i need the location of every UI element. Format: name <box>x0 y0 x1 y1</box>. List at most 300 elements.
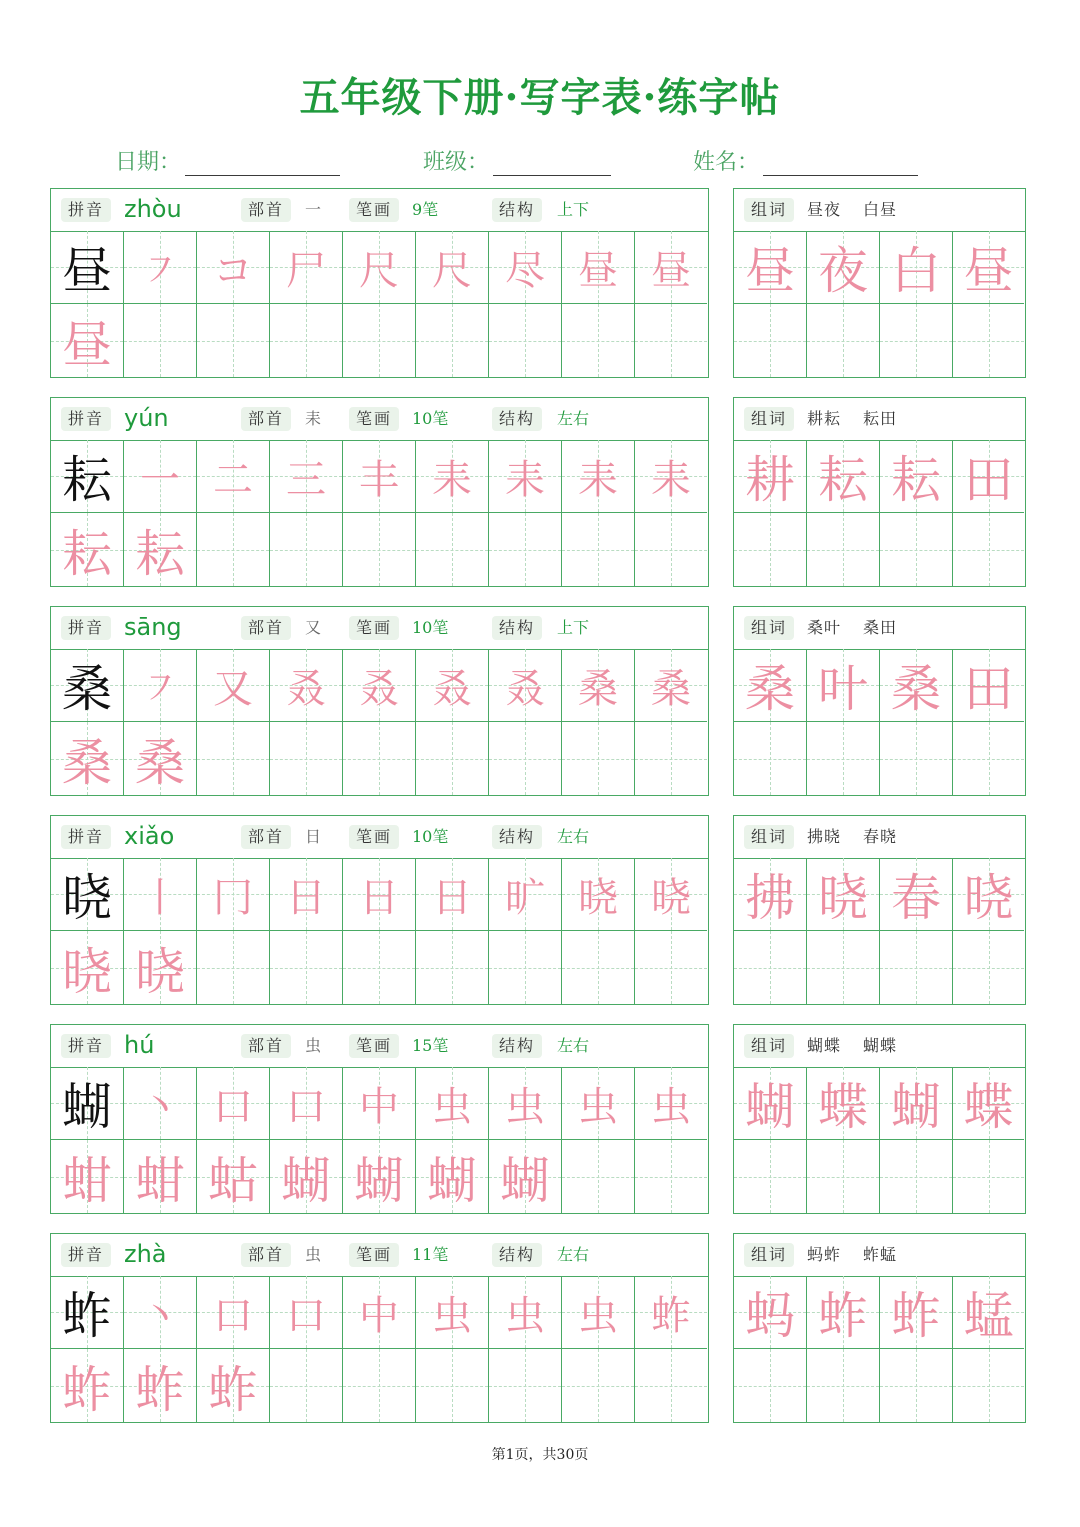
word-cell[interactable] <box>880 440 953 513</box>
strokes-value: 15笔 <box>412 1036 449 1055</box>
stroke-step: 丨 <box>140 874 180 921</box>
model-char: 蝴 <box>62 1078 112 1136</box>
practice-cell[interactable] <box>51 1067 124 1140</box>
practice-cell[interactable] <box>562 722 635 795</box>
stroke-step: 日 <box>432 874 472 921</box>
practice-cell[interactable] <box>562 1067 635 1140</box>
practice-cell[interactable] <box>489 231 562 304</box>
practice-cell[interactable] <box>270 649 343 722</box>
practice-cell[interactable] <box>416 304 489 377</box>
practice-cell[interactable] <box>197 440 270 513</box>
practice-cell[interactable] <box>197 649 270 722</box>
radical-value: 又 <box>305 618 322 637</box>
practice-cell[interactable] <box>562 1140 635 1213</box>
word-trace-char: 蝶 <box>818 1078 868 1136</box>
strokes-value: 9笔 <box>412 200 439 219</box>
stroke-step: 虫 <box>505 1083 545 1130</box>
word-cell[interactable] <box>807 858 880 931</box>
practice-cell[interactable] <box>124 931 197 1004</box>
practice-cell[interactable] <box>416 931 489 1004</box>
stroke-step: 虫 <box>505 1292 545 1339</box>
stroke-step: 虫 <box>651 1083 691 1130</box>
practice-cell[interactable] <box>635 722 707 795</box>
structure-label: 结构 <box>492 407 542 431</box>
stroke-step: 桑 <box>651 665 691 712</box>
structure-label: 结构 <box>492 825 542 849</box>
practice-cell[interactable] <box>51 1276 124 1349</box>
word-trace-char: 春 <box>891 869 941 927</box>
word-grid <box>734 440 1025 586</box>
practice-cell[interactable] <box>270 1276 343 1349</box>
practice-cell[interactable] <box>343 1140 416 1213</box>
word-cell[interactable] <box>734 1067 807 1140</box>
trace-char: 蝴 <box>354 1151 404 1210</box>
stroke-step: 口 <box>213 1292 253 1339</box>
word-trace-char: 蜢 <box>963 1287 1014 1345</box>
word-trace-char: 昼 <box>745 242 795 300</box>
practice-cell[interactable] <box>416 1276 489 1349</box>
word-cell[interactable] <box>880 513 953 586</box>
practice-cell[interactable] <box>51 722 124 795</box>
practice-cell[interactable] <box>270 231 343 304</box>
practice-cell[interactable] <box>635 1067 707 1140</box>
practice-cell[interactable] <box>489 304 562 377</box>
practice-cell[interactable] <box>562 304 635 377</box>
char-practice-box <box>50 1024 709 1214</box>
stroke-step: 叒 <box>432 665 472 712</box>
pinyin-label: 拼音 <box>61 198 111 222</box>
word-cell[interactable] <box>880 722 953 795</box>
practice-cell[interactable] <box>489 858 562 931</box>
practice-cell[interactable] <box>124 1276 197 1349</box>
word-cell[interactable] <box>953 231 1024 304</box>
practice-cell[interactable] <box>343 440 416 513</box>
word-cell[interactable] <box>807 1140 880 1213</box>
words-label: 组词 <box>744 616 794 640</box>
page-footer: 第1页，共30页 <box>491 1447 589 1463</box>
word-2: 春晓 <box>863 827 898 846</box>
practice-cell[interactable] <box>562 440 635 513</box>
strokes-label: 笔画 <box>349 616 399 640</box>
stroke-step: 中 <box>359 1292 399 1339</box>
trace-char: 蚶 <box>135 1151 185 1210</box>
model-char: 昼 <box>62 242 112 300</box>
practice-cell[interactable] <box>124 649 197 722</box>
practice-cell[interactable] <box>489 1349 562 1422</box>
word-practice-box <box>733 1024 1026 1214</box>
word-cell[interactable] <box>953 858 1024 931</box>
trace-char: 昼 <box>62 315 112 374</box>
name-field <box>693 145 918 181</box>
practice-cell[interactable] <box>51 304 124 377</box>
char-header <box>51 607 708 650</box>
practice-cell[interactable] <box>197 231 270 304</box>
practice-cell[interactable] <box>197 858 270 931</box>
practice-cell[interactable] <box>343 513 416 586</box>
strokes-label: 笔画 <box>349 198 399 222</box>
stroke-step: 晓 <box>651 874 691 921</box>
word-trace-char: 耘 <box>818 451 868 509</box>
trace-char: 蝴 <box>281 1151 331 1210</box>
practice-cell[interactable] <box>562 513 635 586</box>
stroke-step: 日 <box>286 874 326 921</box>
radical-value: 虫 <box>305 1245 322 1264</box>
pinyin-label: 拼音 <box>61 825 111 849</box>
practice-cell[interactable] <box>343 1067 416 1140</box>
char-practice-box <box>50 1233 709 1423</box>
word-trace-char: 田 <box>963 451 1014 509</box>
word-cell[interactable] <box>880 649 953 722</box>
practice-cell[interactable] <box>124 231 197 304</box>
word-trace-char: 叶 <box>818 660 868 718</box>
word-cell[interactable] <box>880 931 953 1004</box>
word-2: 桑田 <box>863 618 898 637</box>
char-header <box>51 816 708 859</box>
practice-cell[interactable] <box>416 1067 489 1140</box>
structure-value: 左右 <box>557 1036 590 1055</box>
practice-cell[interactable] <box>416 440 489 513</box>
word-2: 耘田 <box>863 409 898 428</box>
practice-cell[interactable] <box>562 931 635 1004</box>
practice-cell[interactable] <box>489 722 562 795</box>
word-cell[interactable] <box>734 1276 807 1349</box>
stroke-step: 耒 <box>651 456 691 503</box>
trace-char: 蝴 <box>427 1151 477 1210</box>
pinyin-value: yún <box>124 404 169 432</box>
trace-char: 晓 <box>62 942 112 1001</box>
stroke-step: 一 <box>140 456 180 503</box>
word-cell[interactable] <box>807 1276 880 1349</box>
word-trace-char: 桑 <box>745 660 795 718</box>
word-cell[interactable] <box>880 1067 953 1140</box>
structure-label: 结构 <box>492 1243 542 1267</box>
word-cell[interactable] <box>734 649 807 722</box>
stroke-step: 虫 <box>578 1083 618 1130</box>
stroke-step: 蚱 <box>651 1292 691 1339</box>
pinyin-value: sāng <box>124 613 182 641</box>
radical-label: 部首 <box>241 825 291 849</box>
radical-value: 日 <box>305 827 322 846</box>
word-trace-char: 蝴 <box>745 1078 795 1136</box>
words-label: 组词 <box>744 407 794 431</box>
practice-cell[interactable] <box>270 722 343 795</box>
practice-cell[interactable] <box>197 931 270 1004</box>
strokes-label: 笔画 <box>349 825 399 849</box>
trace-char: 桑 <box>135 733 185 792</box>
practice-cell[interactable] <box>270 1067 343 1140</box>
practice-cell[interactable] <box>562 858 635 931</box>
practice-cell[interactable] <box>489 649 562 722</box>
practice-cell[interactable] <box>489 1276 562 1349</box>
stroke-step: 丶 <box>140 1292 180 1339</box>
practice-cell[interactable] <box>416 231 489 304</box>
word-trace-char: 晓 <box>963 869 1014 927</box>
words-list <box>807 616 919 640</box>
word-cell[interactable] <box>953 722 1024 795</box>
practice-cell[interactable] <box>635 231 707 304</box>
stroke-step: 二 <box>213 456 253 503</box>
char-header <box>51 1234 708 1277</box>
word-cell[interactable] <box>734 1349 807 1422</box>
class-label: 班级： <box>423 150 490 175</box>
words-header <box>734 189 1025 232</box>
word-cell[interactable] <box>734 231 807 304</box>
pinyin-value: hú <box>124 1031 155 1059</box>
practice-cell[interactable] <box>270 304 343 377</box>
stroke-step: 耒 <box>432 456 472 503</box>
radical-value: 一 <box>305 200 322 219</box>
date-input-line[interactable] <box>185 147 340 176</box>
structure-value: 左右 <box>557 1245 590 1264</box>
practice-cell[interactable] <box>51 1349 124 1422</box>
char-practice-box <box>50 606 709 796</box>
pinyin-label: 拼音 <box>61 616 111 640</box>
practice-cell[interactable] <box>635 304 707 377</box>
practice-cell[interactable] <box>124 1067 197 1140</box>
practice-cell[interactable] <box>197 1349 270 1422</box>
strokes-value: 10笔 <box>412 827 449 846</box>
word-grid <box>734 858 1025 1004</box>
trace-char: 蝴 <box>500 1151 550 1210</box>
practice-grid <box>51 440 708 586</box>
practice-cell[interactable] <box>124 858 197 931</box>
radical-label: 部首 <box>241 198 291 222</box>
word-cell[interactable] <box>734 513 807 586</box>
stroke-step: 耒 <box>578 456 618 503</box>
word-practice-box <box>733 1233 1026 1423</box>
strokes-value: 10笔 <box>412 409 449 428</box>
practice-cell[interactable] <box>416 1140 489 1213</box>
word-cell[interactable] <box>807 513 880 586</box>
trace-char: 耘 <box>62 524 112 583</box>
word-cell[interactable] <box>807 931 880 1004</box>
practice-cell[interactable] <box>562 649 635 722</box>
radical-label: 部首 <box>241 1034 291 1058</box>
practice-cell[interactable] <box>343 231 416 304</box>
words-header <box>734 607 1025 650</box>
structure-value: 左右 <box>557 409 590 428</box>
practice-cell[interactable] <box>124 1349 197 1422</box>
practice-cell[interactable] <box>635 858 707 931</box>
word-cell[interactable] <box>953 649 1024 722</box>
word-grid <box>734 231 1025 377</box>
trace-char: 桑 <box>62 733 112 792</box>
stroke-step: 尺 <box>432 247 472 294</box>
practice-cell[interactable] <box>635 1276 707 1349</box>
practice-cell[interactable] <box>416 1349 489 1422</box>
practice-cell[interactable] <box>635 1349 707 1422</box>
word-trace-char: 昼 <box>963 242 1014 300</box>
radical-value: 虫 <box>305 1036 322 1055</box>
strokes-value: 10笔 <box>412 618 449 637</box>
practice-cell[interactable] <box>343 304 416 377</box>
trace-char: 蚶 <box>62 1151 112 1210</box>
word-1: 耕耘 <box>807 409 842 428</box>
stroke-step: 口 <box>286 1083 326 1130</box>
stroke-step: 昼 <box>651 247 691 294</box>
stroke-step: 丰 <box>359 456 399 503</box>
practice-cell[interactable] <box>343 858 416 931</box>
word-cell[interactable] <box>880 858 953 931</box>
practice-cell[interactable] <box>416 649 489 722</box>
word-trace-char: 耘 <box>891 451 941 509</box>
word-cell[interactable] <box>807 649 880 722</box>
practice-cell[interactable] <box>562 1349 635 1422</box>
structure-value: 左右 <box>557 827 590 846</box>
practice-cell[interactable] <box>562 231 635 304</box>
word-cell[interactable] <box>807 722 880 795</box>
word-cell[interactable] <box>807 231 880 304</box>
words-header <box>734 1234 1025 1277</box>
word-cell[interactable] <box>953 440 1024 513</box>
practice-cell[interactable] <box>635 1140 707 1213</box>
practice-cell[interactable] <box>270 440 343 513</box>
word-cell[interactable] <box>880 1349 953 1422</box>
trace-char: 蚱 <box>135 1360 185 1419</box>
word-practice-box <box>733 606 1026 796</box>
stroke-step: 口 <box>213 1083 253 1130</box>
word-cell[interactable] <box>734 858 807 931</box>
class-field <box>423 145 611 181</box>
word-cell[interactable] <box>734 1140 807 1213</box>
practice-cell[interactable] <box>197 304 270 377</box>
practice-cell[interactable] <box>51 440 124 513</box>
practice-cell[interactable] <box>416 513 489 586</box>
name-input-line[interactable] <box>763 147 918 176</box>
practice-cell[interactable] <box>51 513 124 586</box>
word-cell[interactable] <box>880 1276 953 1349</box>
practice-cell[interactable] <box>197 1276 270 1349</box>
word-trace-char: 夜 <box>818 242 868 300</box>
class-input-line[interactable] <box>493 147 611 176</box>
stroke-step: 昼 <box>578 247 618 294</box>
practice-cell[interactable] <box>51 649 124 722</box>
practice-cell[interactable] <box>270 931 343 1004</box>
practice-cell[interactable] <box>489 931 562 1004</box>
practice-cell[interactable] <box>635 513 707 586</box>
practice-cell[interactable] <box>343 722 416 795</box>
strokes-label: 笔画 <box>349 407 399 431</box>
practice-cell[interactable] <box>197 1140 270 1213</box>
word-2: 蝴蝶 <box>863 1036 898 1055</box>
word-cell[interactable] <box>807 1349 880 1422</box>
practice-cell[interactable] <box>343 649 416 722</box>
practice-cell[interactable] <box>489 1067 562 1140</box>
word-practice-box <box>733 397 1026 587</box>
word-cell[interactable] <box>953 304 1024 377</box>
char-practice-box <box>50 397 709 587</box>
words-label: 组词 <box>744 825 794 849</box>
practice-cell[interactable] <box>197 722 270 795</box>
word-cell[interactable] <box>953 1067 1024 1140</box>
word-trace-char: 蝶 <box>963 1078 1014 1136</box>
word-practice-box <box>733 188 1026 378</box>
practice-cell[interactable] <box>270 1140 343 1213</box>
practice-cell[interactable] <box>124 722 197 795</box>
words-list <box>807 407 919 431</box>
word-trace-char: 蚱 <box>891 1287 941 1345</box>
word-2: 白昼 <box>863 200 898 219</box>
word-trace-char: 耕 <box>745 451 795 509</box>
structure-label: 结构 <box>492 198 542 222</box>
practice-cell[interactable] <box>51 931 124 1004</box>
word-cell[interactable] <box>734 304 807 377</box>
words-header <box>734 1025 1025 1068</box>
word-cell[interactable] <box>953 931 1024 1004</box>
practice-grid <box>51 1276 708 1422</box>
practice-cell[interactable] <box>270 1349 343 1422</box>
practice-cell[interactable] <box>197 513 270 586</box>
stroke-step: 虫 <box>432 1083 472 1130</box>
practice-cell[interactable] <box>635 440 707 513</box>
word-trace-char: 蝴 <box>891 1078 941 1136</box>
word-trace-char: 白 <box>891 242 941 300</box>
date-field <box>115 145 340 181</box>
practice-cell[interactable] <box>635 649 707 722</box>
word-cell[interactable] <box>807 1067 880 1140</box>
practice-cell[interactable] <box>197 1067 270 1140</box>
date-label: 日期： <box>115 150 182 175</box>
practice-cell[interactable] <box>343 1276 416 1349</box>
model-char: 桑 <box>62 660 112 718</box>
practice-cell[interactable] <box>635 931 707 1004</box>
practice-cell[interactable] <box>51 1140 124 1213</box>
practice-cell[interactable] <box>270 513 343 586</box>
stroke-step: 叒 <box>286 665 326 712</box>
word-cell[interactable] <box>953 513 1024 586</box>
radical-label: 部首 <box>241 1243 291 1267</box>
practice-cell[interactable] <box>270 858 343 931</box>
practice-cell[interactable] <box>51 858 124 931</box>
practice-cell[interactable] <box>489 440 562 513</box>
word-cell[interactable] <box>807 440 880 513</box>
word-cell[interactable] <box>953 1276 1024 1349</box>
word-cell[interactable] <box>734 931 807 1004</box>
stroke-step: 丶 <box>140 1083 180 1130</box>
stroke-step: 叒 <box>359 665 399 712</box>
practice-cell[interactable] <box>124 1140 197 1213</box>
words-label: 组词 <box>744 1243 794 1267</box>
practice-cell[interactable] <box>51 231 124 304</box>
word-cell[interactable] <box>953 1349 1024 1422</box>
word-cell[interactable] <box>880 231 953 304</box>
practice-cell[interactable] <box>124 440 197 513</box>
page-title: 五年级下册·写字表·练字帖 <box>299 74 781 121</box>
word-practice-box <box>733 815 1026 1005</box>
practice-cell[interactable] <box>562 1276 635 1349</box>
practice-cell[interactable] <box>416 858 489 931</box>
practice-cell[interactable] <box>343 931 416 1004</box>
word-cell[interactable] <box>807 304 880 377</box>
word-cell[interactable] <box>953 1140 1024 1213</box>
stroke-step: 中 <box>359 1083 399 1130</box>
word-trace-char: 拂 <box>745 869 795 927</box>
strokes-label: 笔画 <box>349 1243 399 1267</box>
word-cell[interactable] <box>880 1140 953 1213</box>
name-label: 姓名： <box>693 150 760 175</box>
words-label: 组词 <box>744 1034 794 1058</box>
practice-cell[interactable] <box>416 722 489 795</box>
practice-cell[interactable] <box>124 513 197 586</box>
word-cell[interactable] <box>734 440 807 513</box>
practice-cell[interactable] <box>124 304 197 377</box>
word-cell[interactable] <box>880 304 953 377</box>
word-cell[interactable] <box>734 722 807 795</box>
practice-cell[interactable] <box>343 1349 416 1422</box>
practice-cell[interactable] <box>489 513 562 586</box>
practice-cell[interactable] <box>489 1140 562 1213</box>
trace-char: 蛄 <box>208 1151 258 1210</box>
